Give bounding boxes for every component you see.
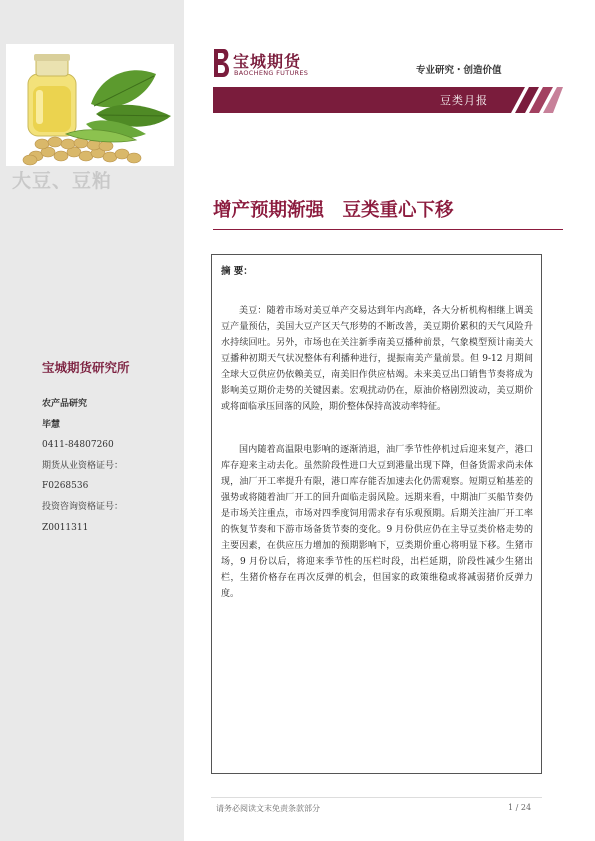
footer-disclaimer: 请务必阅读文末免责条款部分 [216,804,320,813]
footer-divider [211,797,542,798]
phone-number: 0411-84807260 [42,440,114,451]
department: 农产品研究 [42,399,88,409]
practice-cert-label: 期货从业资格证号： [42,460,124,471]
page-number: 1 / 24 [508,803,532,812]
company-logo [211,47,321,81]
report-banner [213,87,563,113]
summary-title: 摘 要： [221,266,253,277]
product-title: 大豆、豆粕 [12,170,113,192]
slogan: 专业研究・创造价值 [416,65,502,76]
headline-divider [213,229,563,230]
logo-mark-icon [211,47,231,79]
logo-text-en: BAOCHENG FUTURES [234,69,309,77]
soybean-oil-image [6,44,174,166]
research-institute: 宝城期货研究所 [42,360,130,375]
summary-paragraph-us-soybean: 美豆：随着市场对美豆单产交易达到年内高峰，各大分析机构相继上调美豆产量预估，美国大豆产区天气形势的不断改善，美豆期价累积的天气风险升水持续回吐。另外，市场也在关注新季南美豆播种前景，气象模型预计南美大豆播种初期天气状况整体有利播种进行，提振南美产量前景。但 9-12 月期间全球大豆供应仍依赖美豆，南美旧作供应枯竭。未来美豆出口销售节奏将成为影响美豆期价走势的关键因素。宏观扰动仍在，原油价格剧烈波动，美豆期价或将面临承压回落的风险，期价整体保持高波动率特征。 [221,306,533,412]
sidebar [0,0,184,841]
analyst-name: 毕慧 [42,419,61,430]
consult-cert-number: Z0011311 [42,522,89,533]
logo-text-cn: 宝城期货 [233,52,302,71]
summary-paragraph-domestic: 国内随着高温限电影响的逐渐消退，油厂季节性停机过后迎来复产，港口库存迎来主动去化。虽然阶段性进口大豆到港量出现下降，但备货需求尚未体现，油厂开工率提升有限，港口库存能否加速去化仍需观察。短期豆粕基差的强势或将随着油厂开工的回升面临走弱风险。远期来看，中期油厂买船节奏仍是市场关注重点，市场对四季度饲用需求存有乐观预期。后期关注油厂开工率的恢复节奏和下游市场备货节奏的变化。9 月份供应仍在主导豆类价格走势的主要因素，在供应压力增加的预期影响下，豆类期价重心将明显下移。生猪市场，9 月份以后，将迎来季节性的压栏时段，出栏延期，阶段性减少生猪出栏，生猪价格存在再次反弹的机会，但国家的政策维稳或将减弱猪价反弹力度。 [221,445,533,599]
consult-cert-label: 投资咨询资格证号： [42,501,124,512]
report-type: 豆类月报 [440,94,488,107]
summary-box [211,254,542,774]
report-headline: 增产预期渐强 豆类重心下移 [213,200,454,221]
practice-cert-number: F0268536 [42,481,89,492]
analyst-info [42,398,182,542]
